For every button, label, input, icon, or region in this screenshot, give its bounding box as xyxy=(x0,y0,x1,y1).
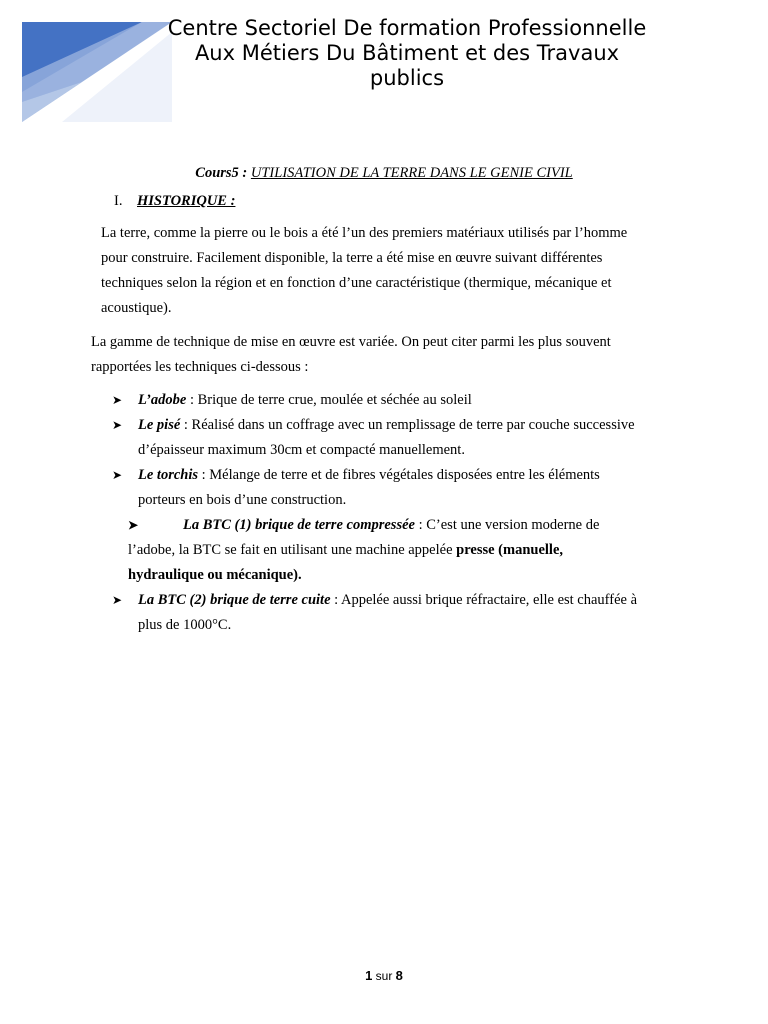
section-label: HISTORIQUE : xyxy=(137,193,236,209)
course-subject xyxy=(251,165,573,181)
arrow-bullet-icon: ➤ xyxy=(112,468,123,482)
header-title-line: Aux Métiers Du Bâtiment et des Travaux xyxy=(194,41,620,65)
paragraph-line: La gamme de technique de mise en œuvre est variée. On peut citer parmi les plus souvent xyxy=(91,334,611,350)
arrow-bullet-icon: ➤ xyxy=(112,393,123,407)
header-title-line: Centre Sectoriel De formation Professionnelle xyxy=(167,16,647,40)
technique-desc-bold: hydraulique ou mécanique). xyxy=(128,567,302,583)
paragraph-line: pour construire. Facilement disponible, la terre a été mise en œuvre suivant différentes xyxy=(101,250,603,266)
document-header-title xyxy=(120,16,694,91)
current-page: 1 xyxy=(365,968,373,983)
technique-desc: l’adobe, la BTC se fait en utilisant une machine appelée xyxy=(128,542,457,558)
list-item xyxy=(112,513,712,588)
paragraph-techniques xyxy=(91,330,611,380)
paragraph-line: rapportées les techniques ci-dessous : xyxy=(91,359,309,375)
technique-desc-bold: presse (manuelle, xyxy=(456,542,564,558)
section-number: I. xyxy=(114,193,123,209)
paragraph-intro xyxy=(101,221,627,321)
list-item xyxy=(112,463,712,513)
techniques-list xyxy=(112,388,712,638)
course-prefix: Cours5 : xyxy=(195,165,251,181)
technique-term: La BTC (1) brique de terre compressée xyxy=(183,517,415,533)
arrow-bullet-icon: ➤ xyxy=(128,518,139,532)
paragraph-line: techniques selon la région et en fonction d’une caractéristique (thermique, mécanique et xyxy=(101,275,612,291)
paragraph-line: acoustique). xyxy=(101,300,172,316)
technique-desc: : C’est une version moderne de xyxy=(414,517,600,533)
technique-desc: : Réalisé dans un coffrage avec un remplissage de terre par couche successive xyxy=(180,417,635,433)
technique-term: La BTC (2) brique de terre cuite xyxy=(138,592,331,608)
list-item xyxy=(112,413,712,463)
header-title-line: publics xyxy=(369,66,445,90)
paragraph-line: La terre, comme la pierre ou le bois a été l’un des premiers matériaux utilisés par l’homme xyxy=(101,225,628,241)
arrow-bullet-icon: ➤ xyxy=(112,418,123,432)
technique-desc: : Appelée aussi brique réfractaire, elle est chauffée à xyxy=(330,592,638,608)
list-item xyxy=(112,388,712,413)
course-title xyxy=(0,165,768,182)
technique-term: Le torchis xyxy=(138,467,199,483)
technique-desc: plus de 1000°C. xyxy=(138,617,232,633)
technique-term: L’adobe xyxy=(138,392,187,408)
technique-desc: : Brique de terre crue, moulée et séchée au soleil xyxy=(186,392,472,408)
arrow-bullet-icon: ➤ xyxy=(112,593,123,607)
technique-desc: : Mélange de terre et de fibres végétales disposées entre les éléments xyxy=(198,467,600,483)
technique-desc: porteurs en bois d’une construction. xyxy=(138,492,347,508)
total-pages: 8 xyxy=(395,968,403,983)
section-heading xyxy=(114,193,235,210)
technique-desc: d’épaisseur maximum 30cm et compacté manuellement. xyxy=(138,442,465,458)
page-separator: sur xyxy=(372,969,396,983)
list-item xyxy=(112,588,712,638)
page-number xyxy=(0,968,768,983)
course-subject-text: UTILISATION DE LA TERRE DANS LE GENIE CIVIL xyxy=(250,165,573,181)
technique-term: Le pisé xyxy=(138,417,181,433)
